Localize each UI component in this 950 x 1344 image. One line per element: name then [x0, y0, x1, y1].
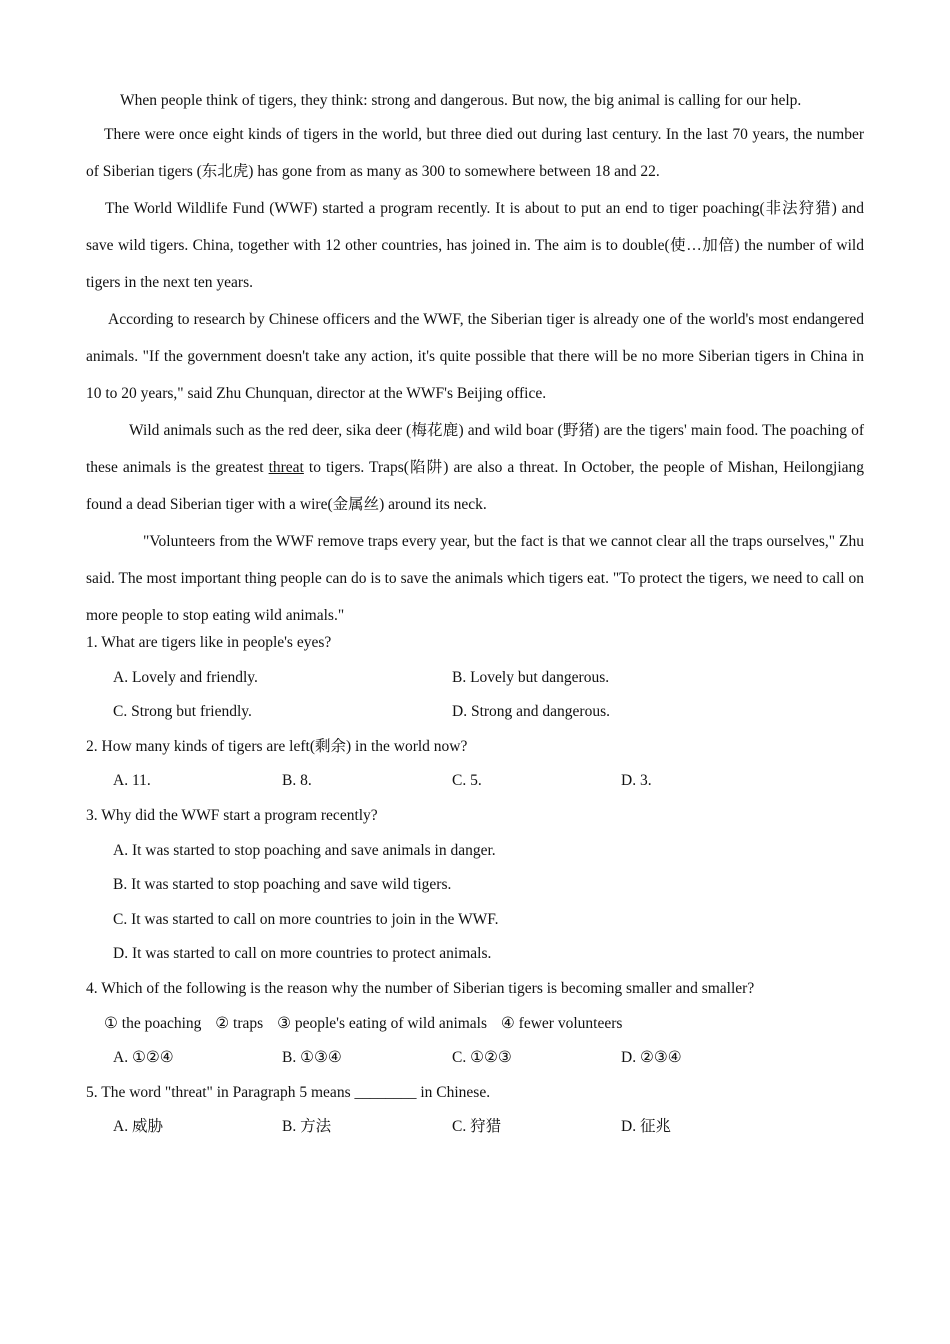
question-5-option-a: A. 威胁 [113, 1118, 163, 1136]
question-1-options-row-1 [86, 661, 864, 696]
question-5-option-b: B. 方法 [282, 1118, 332, 1136]
question-4-option-d: D. ②③④ [621, 1049, 682, 1067]
question-2-options [86, 764, 864, 799]
question-2-option-d: D. 3. [621, 772, 652, 790]
question-2-stem: 2. How many kinds of tigers are left(剩余) in the world now? [86, 737, 468, 755]
question-1-stem: 1. What are tigers like in people's eyes? [86, 634, 332, 651]
question-4-item-4: ④ fewer volunteers [500, 1014, 623, 1032]
question-4-option-a: A. ①②④ [113, 1049, 174, 1067]
question-2-option-a: A. 11. [113, 772, 151, 790]
question-2-option-c: C. 5. [452, 772, 482, 790]
question-1-option-a: A. Lovely and friendly. [113, 668, 258, 686]
paragraph-5: Wild animals such as the red deer, sika deer (梅花鹿) and wild boar (野猪) are the tigers' main food. The poaching of these animals is the greatest threat to tigers. Traps(陷阱) are also a threat. In October, the people of Mishan, Heilongjiang found a dead Siberian tiger with a wire(金属丝) around its neck. [86, 422, 865, 513]
reading-passage [86, 86, 864, 634]
question-4-item-1: ① the poaching [104, 1014, 202, 1032]
question-5-option-d: D. 征兆 [621, 1118, 671, 1136]
question-4-item-3: ③ people's eating of wild animals [277, 1014, 488, 1032]
question-3-stem: 3. Why did the WWF start a program recently? [86, 806, 378, 824]
paragraph-4: According to research by Chinese officers and the WWF, the Siberian tiger is already one of the world's most endangered animals. "If the government doesn't take any action, it's quite possible that there will be no more Siberian tigers in China in 10 to 20 years," said Zhu Chunquan, director at the WWF's Beijing office. [86, 311, 864, 402]
underlined-word-threat: threat [268, 459, 304, 476]
question-4-stem: 4. Which of the following is the reason why the number of Siberian tigers is becoming smaller and smaller? [86, 979, 755, 997]
paragraph-6: "Volunteers from the WWF remove traps every year, but the fact is that we cannot clear all the traps ourselves," Zhu said. The most important thing people can do is to save the animals which tigers eat. "To protect the tigers, we need to call on more people to stop eating wild animals." [86, 533, 864, 624]
question-4-option-b: B. ①③④ [282, 1049, 342, 1067]
question-5-option-c: C. 狩猎 [452, 1118, 502, 1136]
paragraph-3: The World Wildlife Fund (WWF) started a program recently. It is about to put an end to tiger poaching(非法狩猎) and save wild tigers. China, together with 12 other countries, has joined in. The aim is to double(使…加倍) the number of wild tigers in the next ten years. [86, 200, 864, 291]
question-3-option-c: C. It was started to call on more countries to join in the WWF. [113, 910, 499, 928]
question-4-item-2: ② traps [215, 1014, 264, 1032]
question-4-option-c: C. ①②③ [452, 1049, 512, 1067]
question-5-stem: 5. The word "threat" in Paragraph 5 means ________ in Chinese. [86, 1083, 491, 1101]
question-3-option-d: D. It was started to call on more countries to protect animals. [113, 945, 492, 963]
question-4-options [86, 1041, 864, 1076]
question-1-option-b: B. Lovely but dangerous. [452, 668, 610, 686]
question-2-option-b: B. 8. [282, 772, 312, 790]
question-5-options [86, 1110, 864, 1145]
question-list [86, 626, 864, 1145]
question-1-options-row-2 [86, 695, 864, 730]
question-3-option-b: B. It was started to stop poaching and save wild tigers. [113, 876, 452, 894]
question-1-option-c: C. Strong but friendly. [113, 703, 252, 721]
question-3-option-a: A. It was started to stop poaching and save animals in danger. [113, 841, 496, 859]
paragraph-2: There were once eight kinds of tigers in the world, but three died out during last century. In the last 70 years, the number of Siberian tigers (东北虎) has gone from as many as 300 to somewhere between 18 and 22. [86, 126, 864, 180]
question-4-items [86, 1007, 864, 1042]
question-1-option-d: D. Strong and dangerous. [452, 703, 610, 721]
paragraph-1: When people think of tigers, they think: strong and dangerous. But now, the big animal is calling for our help. [120, 92, 802, 109]
